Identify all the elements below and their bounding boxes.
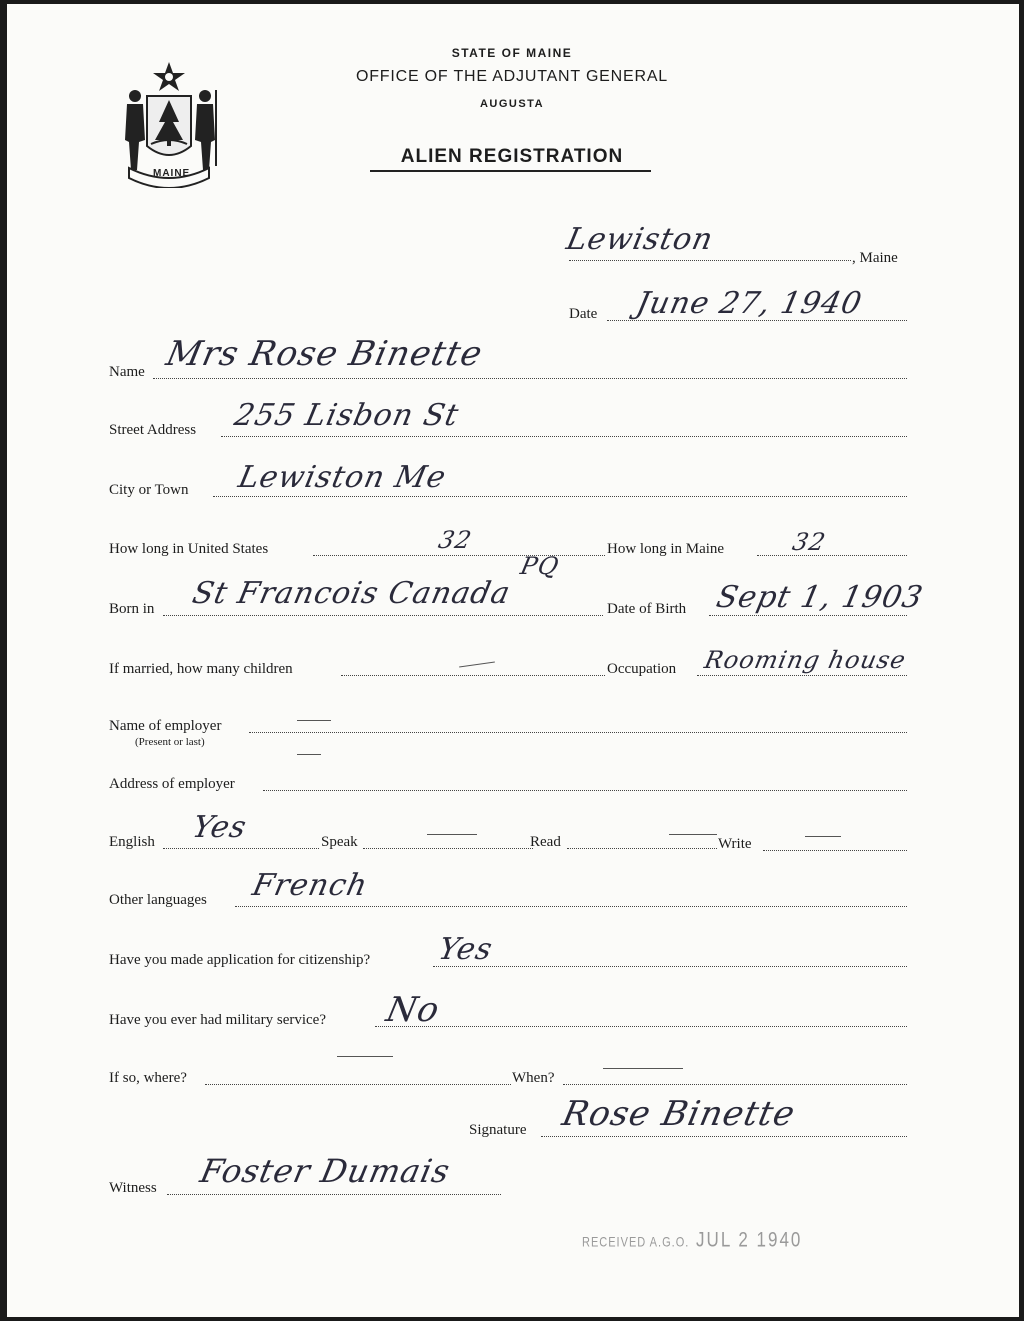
- where-line: [205, 1084, 511, 1085]
- where-label: If so, where?: [109, 1070, 187, 1086]
- english-label: English: [109, 834, 155, 850]
- state-heading: STATE OF MAINE: [451, 46, 573, 60]
- city-label: City or Town: [109, 482, 189, 498]
- seal-motto: MAINE: [153, 168, 191, 179]
- military-dash: [337, 1056, 393, 1057]
- occupation-line: [697, 675, 907, 676]
- city-entry: Lewiston Me: [235, 460, 450, 495]
- when-line: [563, 1084, 907, 1085]
- children-line: [341, 675, 605, 676]
- speak-label: Speak: [321, 834, 358, 850]
- citizenship-line: [433, 966, 907, 967]
- military-line: [375, 1026, 907, 1027]
- registration-form: [7, 4, 1019, 1317]
- military-label: Have you ever had military service?: [109, 1012, 326, 1028]
- english-entry: Yes: [189, 810, 251, 845]
- speak-dash: [427, 834, 477, 835]
- employer-address-line: [263, 790, 907, 791]
- name-label: Name: [109, 364, 145, 380]
- maine-label: , Maine: [852, 250, 898, 266]
- read-label: Read: [530, 834, 561, 850]
- employer-label: Name of employer: [109, 718, 222, 734]
- form-title: ALIEN REGISTRATION: [400, 146, 624, 167]
- stamp-prefix: RECEIVED A.G.O.: [582, 1235, 690, 1250]
- years-maine-entry: 32: [790, 528, 829, 556]
- city-line: [213, 496, 907, 497]
- employer-sublabel: (Present or last): [135, 736, 205, 748]
- witness-line: [167, 1194, 501, 1195]
- date-label: Date: [569, 306, 598, 322]
- dob-line: [709, 615, 907, 616]
- born-label: Born in: [109, 601, 155, 617]
- street-label: Street Address: [109, 422, 197, 438]
- citizenship-label: Have you made application for citizenship?: [109, 952, 371, 968]
- children-dash: [459, 661, 495, 667]
- years-us-label: How long in United States: [109, 541, 269, 557]
- when-dash: [603, 1068, 683, 1069]
- signature-entry: Rose Binette: [558, 1094, 800, 1134]
- other-languages-entry: French: [249, 868, 372, 903]
- military-entry: No: [382, 990, 444, 1030]
- street-entry: 255 Lisbon St: [231, 398, 463, 433]
- write-label: Write: [718, 836, 752, 852]
- name-entry: Mrs Rose Binette: [162, 334, 487, 374]
- street-line: [221, 436, 907, 437]
- stamp-date: JUL 2 1940: [696, 1227, 803, 1252]
- dob-label: Date of Birth: [607, 601, 687, 617]
- dob-entry: Sept 1, 1903: [713, 580, 927, 615]
- title-underline: [370, 170, 651, 172]
- other-languages-line: [235, 906, 907, 907]
- received-stamp: [582, 1228, 802, 1253]
- employer-line: [249, 732, 907, 733]
- years-maine-line: [757, 555, 907, 556]
- children-label: If married, how many children: [109, 661, 293, 677]
- town-entry: Lewiston: [563, 222, 717, 257]
- witness-entry: Foster Dumais: [196, 1152, 454, 1190]
- employer-address-dash: [297, 754, 321, 755]
- read-line: [567, 848, 717, 849]
- born-note: PQ: [518, 552, 562, 580]
- city-heading: AUGUSTA: [479, 98, 545, 110]
- employer-address-label: Address of employer: [109, 776, 235, 792]
- when-label: When?: [512, 1070, 555, 1086]
- occupation-entry: Rooming house: [702, 646, 909, 674]
- citizenship-entry: Yes: [435, 932, 497, 967]
- born-line: [163, 615, 603, 616]
- years-maine-label: How long in Maine: [607, 541, 725, 557]
- employer-dash: [297, 720, 331, 721]
- other-languages-label: Other languages: [109, 892, 207, 908]
- signature-line: [541, 1136, 907, 1137]
- signature-label: Signature: [469, 1122, 527, 1138]
- witness-label: Witness: [109, 1180, 157, 1196]
- speak-line: [363, 848, 533, 849]
- date-entry: June 27, 1940: [633, 286, 866, 321]
- write-line: [763, 850, 907, 851]
- office-heading: OFFICE OF THE ADJUTANT GENERAL: [355, 68, 669, 85]
- town-line: [569, 260, 851, 261]
- english-line: [163, 848, 319, 849]
- born-entry: St Francois Canada: [189, 576, 514, 611]
- years-us-entry: 32: [436, 526, 475, 554]
- read-dash: [669, 834, 717, 835]
- name-line: [153, 378, 907, 379]
- occupation-label: Occupation: [607, 661, 677, 677]
- write-dash: [805, 836, 841, 837]
